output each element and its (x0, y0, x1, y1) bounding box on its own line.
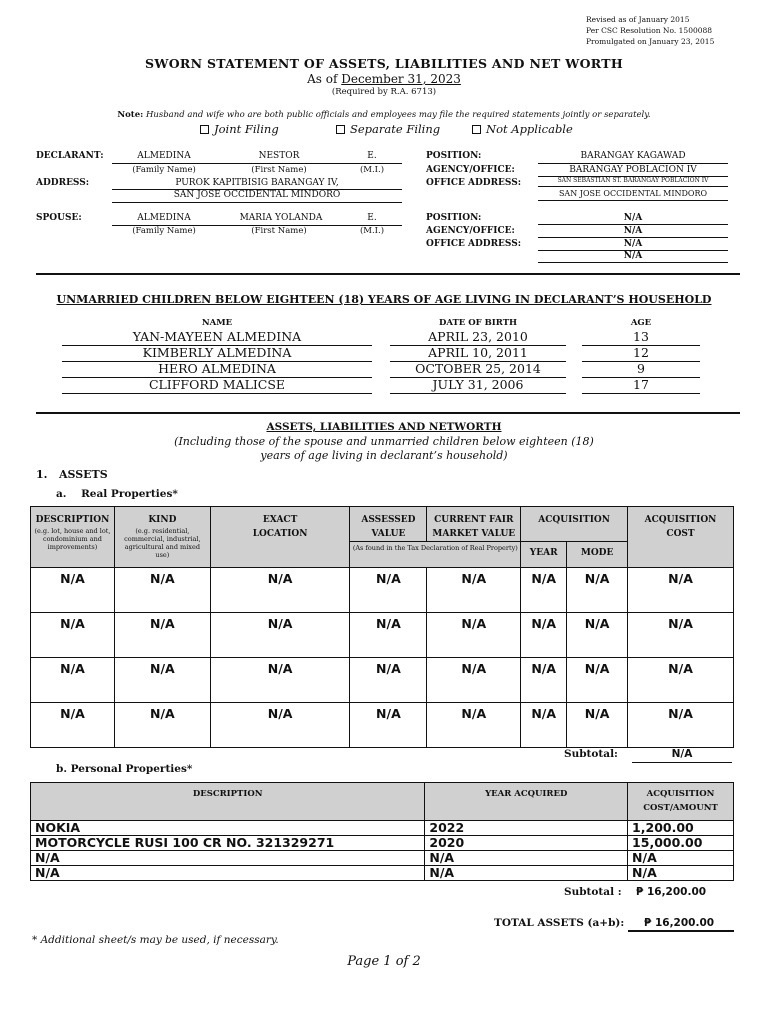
office-address-label: OFFICE ADDRESS: (426, 178, 522, 188)
table-row (31, 866, 734, 881)
child-name: KIMBERLY ALMEDINA (142, 345, 292, 360)
spouse-agency: N/A (623, 226, 643, 236)
table-row (31, 568, 734, 613)
address-underline-2 (112, 202, 402, 203)
additional-sheet-note: * Additional sheet/s may be used, if necessary. (32, 934, 279, 946)
table-row (31, 703, 734, 748)
filing-note (0, 110, 768, 120)
rp-cell: N/A (114, 703, 210, 748)
caption-family-name: (Family Name) (132, 165, 196, 175)
as-of-date: December 31, 2023 (341, 72, 461, 86)
child-age: 9 (637, 361, 645, 376)
rp-cell: N/A (521, 568, 567, 613)
total-assets-value: ₱ 16,200.00 (644, 917, 715, 929)
rp-header-assessed-2: VALUE (371, 529, 406, 539)
office-address-line-1: SAN SEBASTIAN ST. BARANGAY POBLACION IV (557, 177, 709, 184)
rp-header-year: YEAR (521, 542, 567, 568)
spouse-position-underline (538, 224, 728, 225)
rp-cell: N/A (210, 613, 350, 658)
required-by: (Required by R.A. 6713) (331, 87, 437, 97)
note-label: Note: (117, 110, 144, 120)
real-properties-label: a. Real Properties* (56, 488, 178, 500)
rp-header-cost-2: COST (666, 529, 695, 539)
children-col-age: AGE (630, 318, 652, 328)
children-col-dob: DATE OF BIRTH (438, 318, 518, 328)
address-label: ADDRESS: (36, 178, 90, 188)
children-heading: UNMARRIED CHILDREN BELOW EIGHTEEN (18) YEARS OF AGE LIVING IN DECLARANT’S HOUSEHOLD (56, 293, 712, 306)
table-row (31, 613, 734, 658)
declarant-mi: E. (367, 151, 377, 161)
note-text: Husband and wife who are both public officials and employees may file the required statements jointly or separately. (145, 110, 651, 120)
child-row-line (582, 393, 700, 394)
rp-cell: N/A (427, 568, 521, 613)
pp-cost: 15,000.00 (628, 836, 734, 851)
rp-cell: N/A (628, 703, 734, 748)
child-age: 13 (633, 329, 649, 344)
promulgated-date: Promulgated on January 23, 2015 (586, 37, 715, 46)
rp-header-cost (628, 507, 734, 568)
rp-cell: N/A (114, 568, 210, 613)
pp-header-cost-2: COST/AMOUNT (643, 803, 718, 813)
rp-cell: N/A (427, 613, 521, 658)
rp-subtotal-underline (632, 762, 732, 763)
spouse-position-label: POSITION: (426, 213, 482, 223)
declarant-agency: BARANGAY POBLACION IV (569, 165, 697, 175)
pp-header-year: YEAR ACQUIRED (425, 783, 628, 821)
table-row (31, 836, 734, 851)
rp-cell: N/A (521, 658, 567, 703)
pp-subtotal-value: ₱ 16,200.00 (636, 886, 707, 898)
child-row-line (390, 393, 566, 394)
spouse-label: SPOUSE: (36, 213, 82, 223)
rp-header-location-1: EXACT (262, 515, 298, 525)
child-name: YAN-MAYEEN ALMEDINA (132, 329, 302, 344)
child-row-line (62, 393, 372, 394)
table-row (31, 821, 734, 836)
rp-subtotal-value: N/A (671, 748, 693, 760)
rp-cell: N/A (114, 613, 210, 658)
spouse-office-address-label: OFFICE ADDRESS: (426, 239, 522, 249)
rp-header-fair-value (427, 507, 521, 542)
pp-description: N/A (31, 866, 425, 881)
child-name: HERO ALMEDINA (158, 361, 276, 376)
office-address-line-2: SAN JOSE OCCIDENTAL MINDORO (558, 189, 708, 198)
pp-description: NOKIA (31, 821, 425, 836)
declarant-first-name: NESTOR (258, 151, 300, 161)
revision-info (586, 14, 714, 47)
rp-cell: N/A (628, 658, 734, 703)
rp-cell: N/A (521, 613, 567, 658)
child-dob: APRIL 23, 2010 (428, 329, 528, 344)
csc-resolution: Per CSC Resolution No. 1500088 (586, 26, 713, 35)
spouse-caption-mi: (M.I.) (359, 226, 385, 236)
separate-filing-option[interactable] (336, 122, 440, 136)
total-assets-underline (628, 930, 734, 932)
rp-header-kind (114, 507, 210, 568)
declarant-label: DECLARANT: (36, 151, 104, 161)
table-row (31, 851, 734, 866)
spouse-caption-family: (Family Name) (132, 226, 196, 236)
separate-filing-label: Separate Filing (350, 122, 441, 136)
joint-filing-checkbox[interactable] (200, 125, 209, 134)
rp-cell: N/A (628, 613, 734, 658)
rp-cell: N/A (427, 703, 521, 748)
pp-year: 2020 (425, 836, 628, 851)
spouse-office-address-2: N/A (623, 251, 643, 261)
address-line-1: PUROK KAPITBISIG BARANGAY IV, (175, 178, 339, 188)
rp-cell: N/A (427, 658, 521, 703)
pp-header-cost-1: ACQUISITION (646, 789, 715, 799)
declarant-position: BARANGAY KAGAWAD (580, 151, 686, 161)
as-of-prefix: As of (307, 72, 338, 86)
rp-cell: N/A (350, 568, 427, 613)
pp-cost: N/A (628, 851, 734, 866)
rp-header-location (210, 507, 350, 568)
child-dob: APRIL 10, 2011 (428, 345, 528, 360)
agency-label: AGENCY/OFFICE: (426, 165, 515, 175)
pp-cost: 1,200.00 (628, 821, 734, 836)
pp-description: MOTORCYCLE RUSI 100 CR NO. 321329271 (31, 836, 425, 851)
rp-cell: N/A (210, 568, 350, 613)
rp-cell: N/A (567, 658, 628, 703)
document-title: SWORN STATEMENT OF ASSETS, LIABILITIES AND NET WORTH (145, 56, 623, 71)
pp-year: N/A (425, 866, 628, 881)
rp-header-kind-label: KIND (148, 515, 177, 525)
caption-mi: (M.I.) (359, 165, 385, 175)
rp-header-kind-note: (e.g. residential, commercial, industrial, agricultural and mixed use) (124, 527, 201, 559)
spouse-office-underline-2 (538, 262, 728, 263)
spouse-caption-first: (First Name) (251, 226, 307, 236)
section-divider-top (36, 273, 740, 275)
office-address-underline-1 (538, 186, 728, 187)
rp-header-assessed (350, 507, 427, 542)
child-age: 17 (633, 377, 649, 392)
spouse-family-name: ALMEDINA (137, 213, 191, 223)
spouse-agency-underline (538, 237, 728, 238)
spouse-agency-label: AGENCY/OFFICE: (426, 226, 515, 236)
rp-cell: N/A (31, 568, 115, 613)
rp-header-fair-note: (As found in the Tax Declaration of Real Property) (352, 544, 518, 552)
pp-header-cost (628, 783, 734, 821)
child-age: 12 (633, 345, 649, 360)
real-properties-table (30, 506, 734, 748)
personal-properties-label: b. Personal Properties* (56, 763, 193, 775)
declarant-family-name: ALMEDINA (137, 151, 191, 161)
rp-cell: N/A (521, 703, 567, 748)
children-col-name: NAME (201, 318, 233, 328)
rp-cell: N/A (31, 613, 115, 658)
page-number: Page 1 of 2 (347, 954, 421, 969)
caption-first-name: (First Name) (251, 165, 307, 175)
rp-header-description-note: (e.g. lot, house and lot, condominium and improvements) (34, 527, 111, 551)
assets-subheading-1: (Including those of the spouse and unmarried children below eighteen (18) (174, 435, 594, 448)
position-underline (538, 163, 728, 164)
rp-cell: N/A (628, 568, 734, 613)
total-assets-label: TOTAL ASSETS (a+b): (494, 917, 625, 929)
joint-filing-option[interactable] (200, 122, 279, 136)
rp-cell: N/A (567, 568, 628, 613)
rp-header-fair-1: CURRENT FAIR (434, 515, 514, 525)
rp-cell: N/A (567, 613, 628, 658)
not-applicable-checkbox[interactable] (472, 125, 481, 134)
pp-header-description: DESCRIPTION (31, 783, 425, 821)
rp-cell: N/A (350, 613, 427, 658)
rp-cell: N/A (114, 658, 210, 703)
child-dob: OCTOBER 25, 2014 (415, 361, 541, 376)
rp-cell: N/A (31, 703, 115, 748)
spouse-first-name: MARIA YOLANDA (239, 213, 323, 223)
rp-header-fair-note-cell (350, 542, 521, 568)
rp-header-description (31, 507, 115, 568)
rp-cell: N/A (350, 658, 427, 703)
address-line-2: SAN JOSE OCCIDENTAL MINDORO (173, 190, 341, 200)
personal-properties-table (30, 782, 734, 881)
pp-description: N/A (31, 851, 425, 866)
child-name: CLIFFORD MALICSE (148, 377, 286, 392)
assets-heading: ASSETS, LIABILITIES AND NETWORTH (266, 421, 502, 433)
spouse-office-address-1: N/A (623, 239, 643, 249)
rp-cell: N/A (210, 703, 350, 748)
section-divider-assets (36, 412, 740, 414)
separate-filing-checkbox[interactable] (336, 125, 345, 134)
spouse-mi: E. (367, 213, 377, 223)
assets-subheading-2: years of age living in declarant’s household) (260, 449, 508, 462)
revised-date: Revised as of January 2015 (586, 15, 690, 24)
spouse-position: N/A (623, 213, 643, 223)
rp-header-cost-1: ACQUISITION (644, 515, 717, 525)
rp-cell: N/A (567, 703, 628, 748)
rp-header-fair-2: MARKET VALUE (432, 529, 516, 539)
pp-cost: N/A (628, 866, 734, 881)
rp-header-description-label: DESCRIPTION (35, 515, 110, 525)
pp-year: N/A (425, 851, 628, 866)
pp-year: 2022 (425, 821, 628, 836)
rp-cell: N/A (350, 703, 427, 748)
rp-cell: N/A (31, 658, 115, 703)
rp-header-mode: MODE (567, 542, 628, 568)
rp-header-assessed-1: ASSESSED (361, 515, 416, 525)
pp-subtotal-label: Subtotal : (564, 886, 622, 898)
table-row (31, 658, 734, 703)
assets-label: 1. ASSETS (36, 468, 108, 481)
office-address-underline-2 (538, 200, 728, 201)
joint-filing-label: Joint Filing (214, 122, 279, 136)
position-label: POSITION: (426, 151, 482, 161)
not-applicable-option[interactable] (472, 122, 573, 136)
rp-header-location-2: LOCATION (252, 529, 308, 539)
rp-header-acquisition: ACQUISITION (521, 507, 628, 542)
rp-cell: N/A (210, 658, 350, 703)
not-applicable-label: Not Applicable (486, 122, 573, 136)
child-dob: JULY 31, 2006 (432, 377, 524, 392)
declarant-name-underline (112, 163, 402, 164)
as-of-line (0, 72, 768, 86)
rp-subtotal-label: Subtotal: (564, 748, 618, 760)
